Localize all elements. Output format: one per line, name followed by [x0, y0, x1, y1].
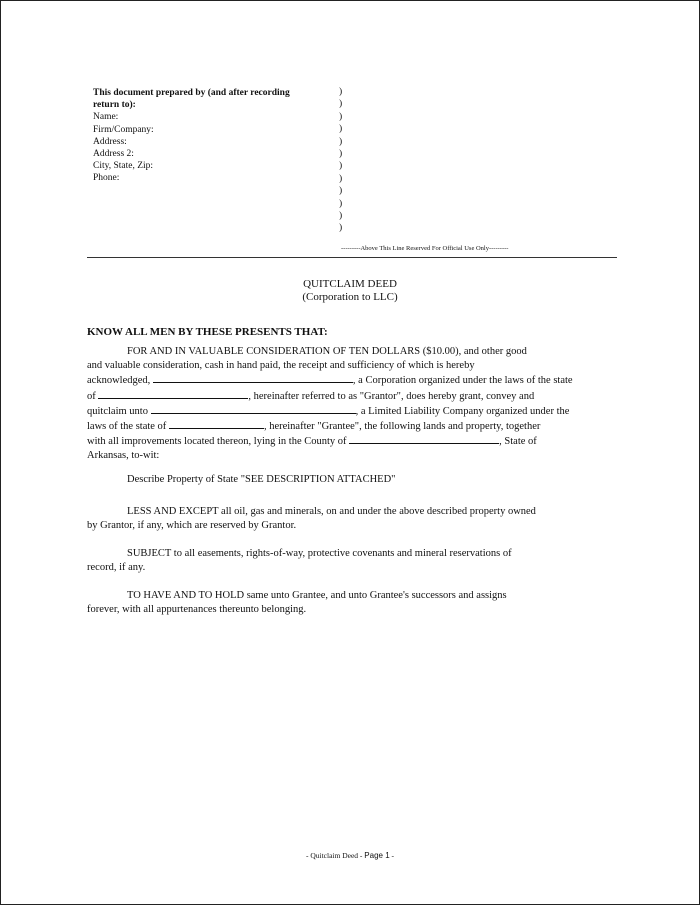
text-segment: , hereinafter referred to as "Grantor", does hereby grant, convey and — [248, 390, 535, 402]
deed-title: QUITCLAIM DEED — [303, 278, 397, 290]
consideration-line: Arkansas, to-wit: — [87, 450, 160, 462]
paren: ) — [339, 198, 343, 209]
consideration-paragraph — [87, 345, 617, 464]
have-line: TO HAVE AND TO HOLD same unto Grantee, and unto Grantee's successors and assigns — [127, 590, 507, 601]
less-line: by Grantor, if any, which are reserved by Grantor. — [87, 520, 297, 532]
field-city-state-zip: City, State, Zip: — [93, 161, 154, 172]
subject-line: record, if any. — [87, 562, 146, 574]
page-footer — [1, 851, 699, 860]
paren: ) — [339, 211, 343, 222]
paren: ) — [339, 149, 343, 160]
paren: ) — [339, 161, 343, 172]
consideration-line: FOR AND IN VALUABLE CONSIDERATION OF TEN DOLLARS ($10.00), and other good — [127, 346, 527, 357]
parenthesis-column — [339, 86, 349, 235]
text-segment: quitclaim unto — [87, 405, 148, 417]
field-address2: Address 2: — [93, 149, 134, 160]
consideration-line — [87, 434, 617, 449]
text-segment: , State of — [499, 436, 537, 448]
grantor-state-blank — [98, 389, 248, 399]
subject-line: SUBJECT to all easements, rights-of-way, protective covenants and mineral reservations of — [127, 548, 512, 559]
footer-end: - — [391, 851, 395, 860]
habendum-paragraph — [87, 589, 617, 617]
field-phone: Phone: — [93, 173, 120, 184]
prepared-by-line1: This document prepared by (and after recording — [93, 88, 290, 98]
text-segment: of — [87, 390, 96, 402]
have-line: forever, with all appurtenances thereunto belonging. — [87, 604, 307, 616]
less-and-except-paragraph — [87, 505, 617, 533]
paren: ) — [339, 186, 343, 197]
text-segment: , a Corporation organized under the laws of the state — [352, 375, 573, 387]
field-name: Name: — [93, 112, 119, 123]
text-segment: , a Limited Liability Company organized under the — [355, 405, 570, 417]
text-segment: acknowledged, — [87, 375, 151, 387]
grantee-name-blank — [151, 404, 356, 414]
consideration-line — [87, 389, 617, 404]
field-address: Address: — [93, 136, 127, 147]
paren: ) — [339, 99, 343, 110]
preparer-block — [93, 87, 331, 185]
county-blank — [349, 434, 499, 444]
describe-property: Describe Property of State "SEE DESCRIPTION ATTACHED" — [127, 474, 396, 485]
text-segment: laws of the state of — [87, 421, 167, 433]
grantor-name-blank — [153, 373, 353, 383]
field-firm: Firm/Company: — [93, 124, 154, 135]
consideration-line — [87, 404, 617, 419]
less-line: LESS AND EXCEPT all oil, gas and minerals, on and under the above described property owned — [127, 506, 536, 517]
text-segment: with all improvements located thereon, lying in the County of — [87, 436, 347, 448]
grantee-state-blank — [169, 419, 264, 429]
official-use-line: ---------Above This Line Reserved For Official Use Only--------- — [341, 245, 509, 252]
page-number: Page 1 — [364, 851, 390, 860]
deed-subtitle: (Corporation to LLC) — [302, 291, 398, 303]
prepared-by-line2: return to): — [93, 100, 136, 111]
paren: ) — [339, 136, 343, 147]
paren: ) — [339, 87, 343, 97]
text-segment: , hereinafter "Grantee", the following lands and property, together — [263, 421, 541, 433]
know-all-men-heading: KNOW ALL MEN BY THESE PRESENTS THAT: — [87, 326, 328, 338]
consideration-line — [87, 373, 617, 388]
consideration-line: and valuable consideration, cash in hand paid, the receipt and sufficiency of which is hereby — [87, 360, 475, 372]
paren: ) — [339, 124, 343, 135]
paren: ) — [339, 223, 343, 234]
paren: ) — [339, 111, 343, 122]
paren: ) — [339, 173, 343, 184]
consideration-line — [87, 419, 617, 434]
header-divider — [87, 257, 617, 258]
subject-to-paragraph — [87, 547, 617, 575]
footer-doc-name: - Quitclaim Deed - — [305, 851, 363, 860]
